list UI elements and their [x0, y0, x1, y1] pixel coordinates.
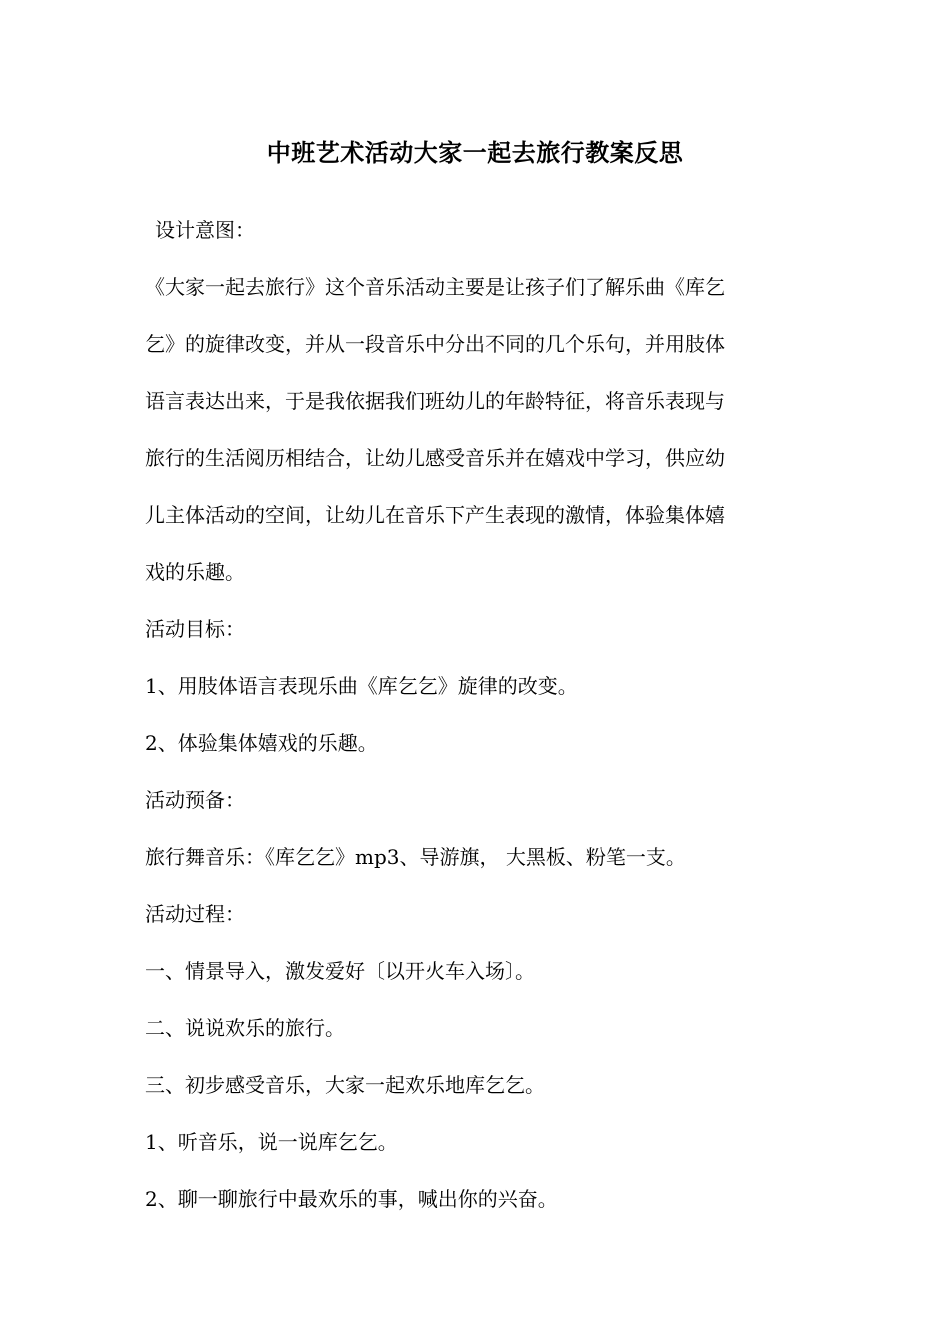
section-heading-goals: 活动目标： [145, 617, 245, 641]
list-item: 2、体验集体嬉戏的乐趣。 [145, 731, 378, 755]
section-heading-preparation: 活动预备： [145, 788, 245, 812]
section-heading-process: 活动过程： [145, 902, 245, 926]
list-item: 1、用肢体语言表现乐曲《库乞乞》旋律的改变。 [145, 674, 578, 698]
section-heading-design-intent: 设计意图： [155, 218, 255, 242]
list-item: 1、听音乐，说一说库乞乞。 [145, 1130, 398, 1154]
paragraph-line: 乞》的旋律改变，并从一段音乐中分出不同的几个乐句，并用肢体 [145, 332, 725, 356]
paragraph-line: 儿主体活动的空间，让幼儿在音乐下产生表现的激情，体验集体嬉 [145, 503, 725, 527]
document-body [145, 202, 810, 1228]
paragraph-line: 《大家一起去旅行》这个音乐活动主要是让孩子们了解乐曲《库乞 [145, 275, 725, 299]
paragraph-line: 语言表达出来，于是我依据我们班幼儿的年龄特征，将音乐表现与 [145, 389, 725, 413]
paragraph-line: 戏的乐趣。 [145, 560, 245, 584]
list-item: 三、初步感受音乐，大家一起欢乐地库乞乞。 [145, 1073, 545, 1097]
list-item: 2、聊一聊旅行中最欢乐的事，喊出你的兴奋。 [145, 1187, 558, 1211]
list-item: 一、情景导入，激发爱好〔以开火车入场〕。 [145, 959, 535, 983]
list-item: 二、说说欢乐的旅行。 [145, 1016, 345, 1040]
paragraph-line: 旅行的生活阅历相结合，让幼儿感受音乐并在嬉戏中学习，供应幼 [145, 446, 725, 470]
document-title: 中班艺术活动大家一起去旅行教案反思 [266, 138, 684, 167]
paragraph-line: 旅行舞音乐：《库乞乞》mp3、导游旗， 大黑板、粉笔一支。 [145, 845, 686, 869]
